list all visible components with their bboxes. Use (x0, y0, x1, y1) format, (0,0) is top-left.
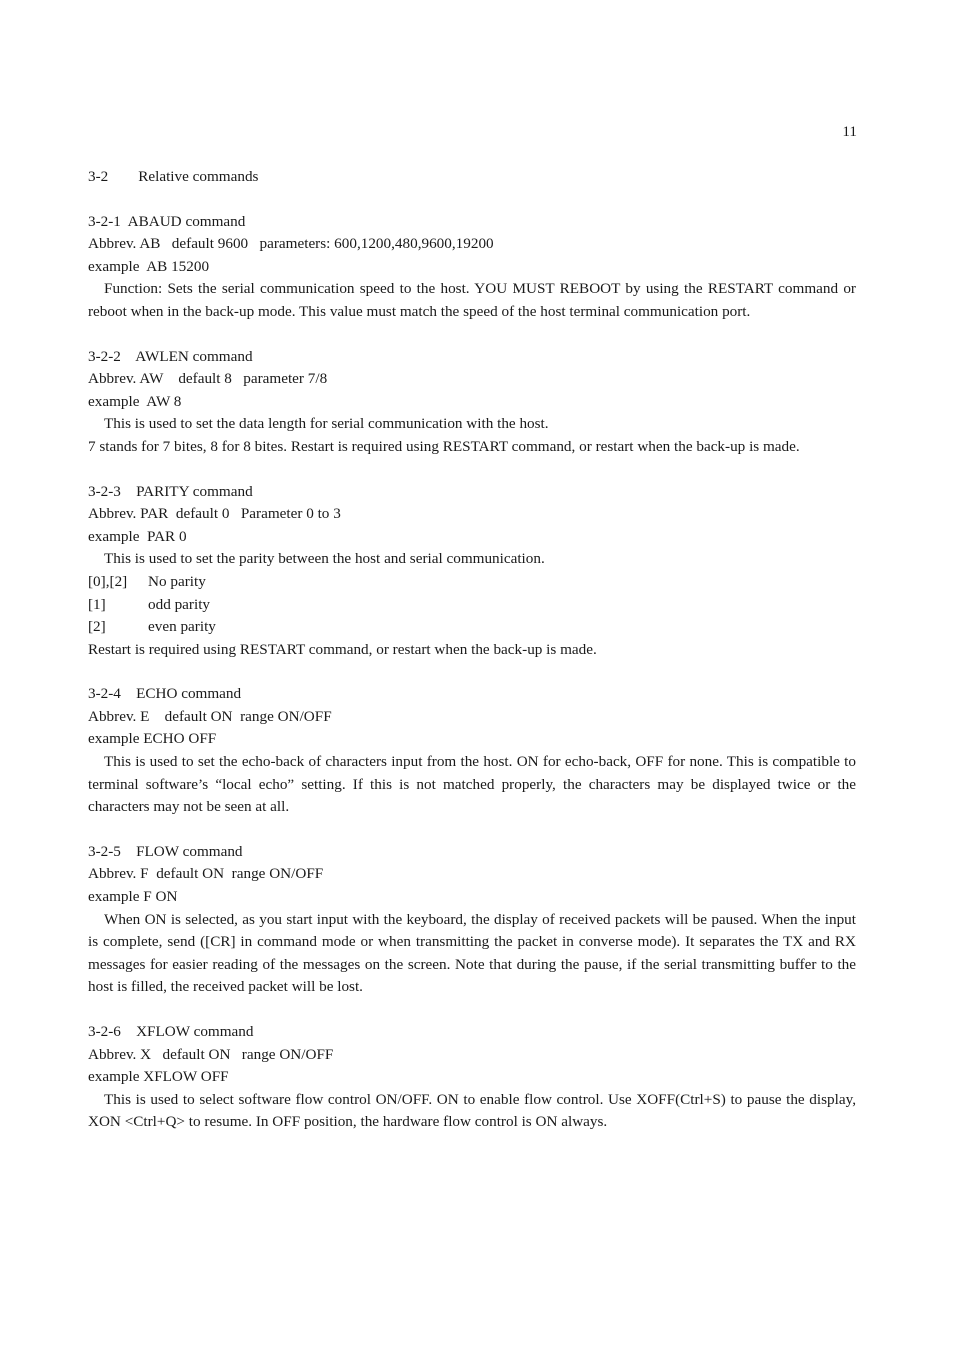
parity-title: 3-2-3 PARITY command (88, 482, 253, 500)
parity-abbrev: Abbrev. PAR default 0 Parameter 0 to 3 (88, 505, 341, 523)
parity-option-key: [1] (88, 595, 106, 613)
parity-option (88, 616, 856, 639)
awlen-example: example AW 8 (88, 392, 182, 410)
echo-example: example ECHO OFF (88, 730, 217, 748)
awlen-description-2: 7 stands for 7 bites, 8 for 8 bites. Restart is required using RESTART command, or restart when the back-up is made. (88, 437, 800, 455)
abaud-abbrev: Abbrev. AB default 9600 parameters: 600,1200,480,9600,19200 (88, 235, 494, 253)
section-heading (88, 166, 856, 189)
flow-example: example F ON (88, 888, 178, 906)
parity-description: This is used to set the parity between the host and serial communication. (104, 550, 545, 568)
xflow-title: 3-2-6 XFLOW command (88, 1023, 254, 1040)
awlen-abbrev: Abbrev. AW default 8 parameter 7/8 (88, 370, 328, 388)
parity-option-label: even parity (148, 618, 216, 636)
parity-note: Restart is required using RESTART command, or restart when the back-up is made. (88, 640, 597, 658)
abaud-title: 3-2-1 ABAUD command (88, 212, 246, 230)
awlen-title: 3-2-2 AWLEN command (88, 347, 253, 365)
flow-abbrev: Abbrev. F default ON range ON/OFF (88, 865, 324, 883)
parity-option (88, 594, 856, 617)
section-title: Relative commands (138, 168, 259, 185)
echo-section (88, 683, 856, 819)
awlen-section (88, 346, 856, 459)
parity-section (88, 481, 856, 662)
parity-option-key: [2] (88, 618, 106, 636)
page-number: 11 (842, 123, 857, 140)
abaud-section (88, 211, 856, 324)
echo-description: This is used to set the echo-back of characters input from the host. ON for echo-back, OFF for none. This is compatible to terminal software’s “local echo” setting. If this is not matched properly, the characters may be displayed twice or the characters may not be seen at all. (88, 753, 856, 816)
echo-abbrev: Abbrev. E default ON range ON/OFF (88, 707, 332, 725)
parity-option (88, 571, 856, 594)
xflow-example: example XFLOW OFF (88, 1068, 229, 1086)
parity-example: example PAR 0 (88, 527, 187, 545)
flow-section (88, 841, 856, 999)
xflow-description: This is used to select software flow control ON/OFF. ON to enable flow control. Use XOFF(Ctrl+S) to pause the display, XON <Ctrl+Q> to resume. In OFF position, the hardware flow control is ON always. (88, 1090, 856, 1131)
abaud-example: example AB 15200 (88, 257, 210, 275)
flow-description: When ON is selected, as you start input with the keyboard, the display of received packets will be paused. When the input is complete, send ([CR] in command mode or when transmitting the packet in converse mode). It separates the TX and RX messages for easier reading of the messages on the screen. Note that during the pause, if the serial transmitting buffer to the host is filled, the received packet will be lost. (88, 910, 856, 996)
parity-option-label: odd parity (148, 595, 211, 613)
xflow-abbrev: Abbrev. X default ON range ON/OFF (88, 1045, 334, 1063)
parity-option-label: No parity (148, 572, 206, 590)
section-number: 3-2 (88, 168, 109, 185)
abaud-description: Function: Sets the serial communication speed to the host. YOU MUST REBOOT by using the RESTART command or reboot when in the back-up mode. This value must match the speed of the host terminal communication port. (88, 280, 856, 320)
xflow-section (88, 1021, 856, 1134)
echo-title: 3-2-4 ECHO command (88, 685, 242, 703)
awlen-description: This is used to set the data length for serial communication with the host. (104, 415, 549, 433)
parity-option-key: [0],[2] (88, 572, 128, 590)
document-body (88, 166, 856, 1134)
flow-title: 3-2-5 FLOW command (88, 842, 243, 860)
